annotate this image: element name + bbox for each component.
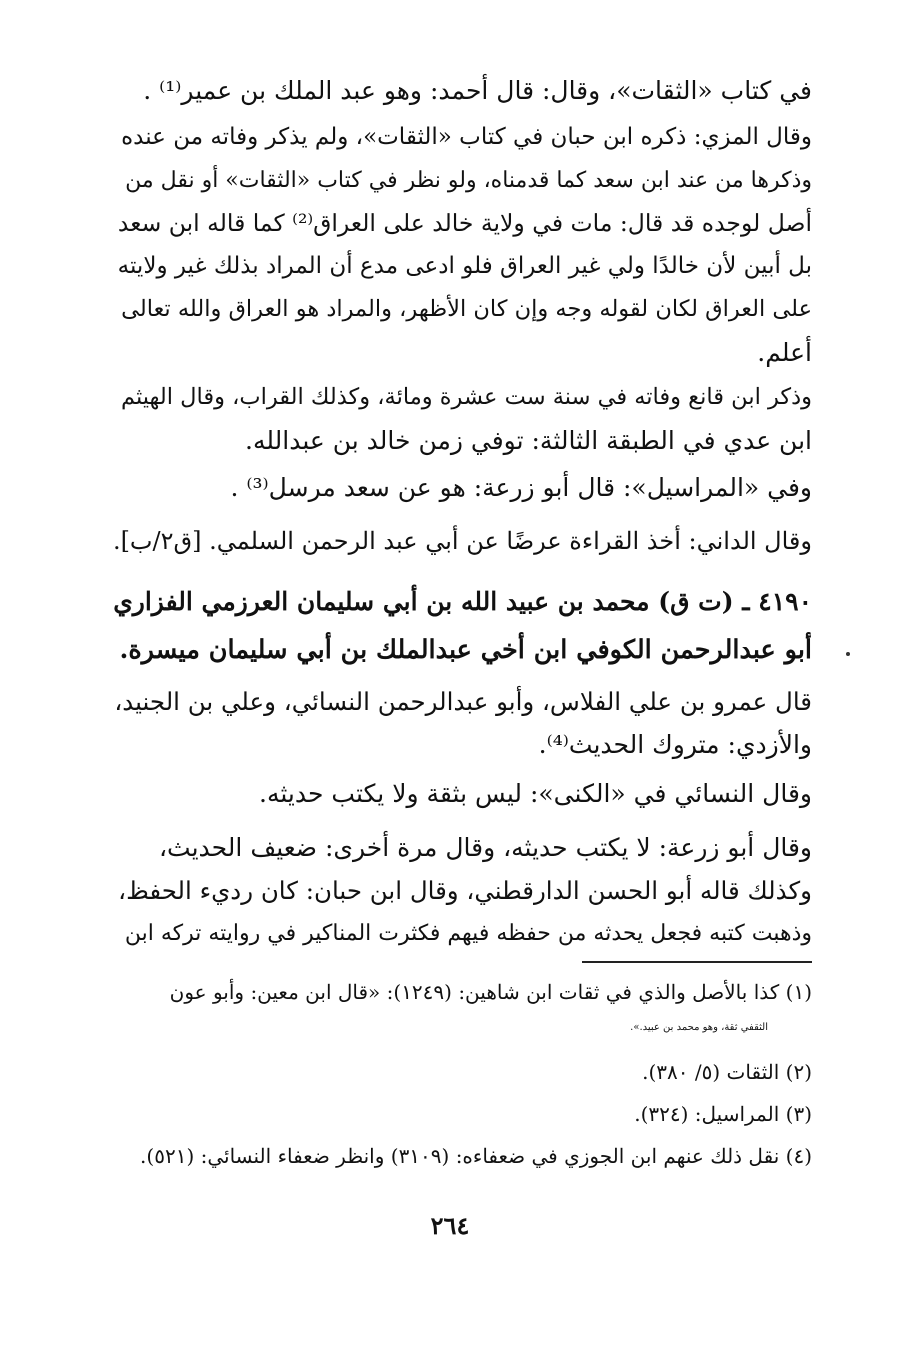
entry-paragraph-1 <box>112 680 812 766</box>
body-line: وقال النسائي في «الكنى»: ليس بثقة ولا يكتب حديثه. <box>259 779 812 808</box>
body-paragraph-2 <box>112 116 812 374</box>
footnote-2: (٢) الثقات (٥/ ٣٨٠). <box>642 1060 812 1084</box>
footnote-divider <box>582 961 812 963</box>
footnotes <box>112 974 812 1174</box>
body-line: وذكر ابن قانع وفاته في سنة ست عشرة ومائة، وكذلك القراب، وقال الهيثم <box>120 384 812 410</box>
body-line: وقال المزي: ذكره ابن حبان في كتاب «الثقات»، ولم يذكر وفاته من عنده <box>121 124 812 150</box>
body-paragraph-3 <box>112 376 812 462</box>
body-line: ابن عدي في الطبقة الثالثة: توفي زمن خالد بن عبدالله. <box>245 426 812 455</box>
body-paragraph-1 <box>112 69 812 112</box>
stray-mark <box>846 652 850 656</box>
entry-heading-line: ٤١٩٠ ـ (ت ق) محمد بن عبيد الله بن أبي سليمان العرزمي الفزاري <box>113 587 812 616</box>
body-line: وذهبت كتبه فجعل يحدثه من حفظه فيهم فكثرت المناكير في روايته تركه ابن <box>124 921 812 946</box>
body-line: وقال أبو زرعة: لا يكتب حديثه، وقال مرة أخرى: ضعيف الحديث، <box>158 833 812 862</box>
body-line: أعلم. <box>757 338 812 367</box>
body-line: وفي «المراسيل»: قال أبو زرعة: هو عن سعد مرسل⁽³⁾ . <box>230 473 812 502</box>
footnote-4: (٤) نقل ذلك عنهم ابن الجوزي في ضعفاءه: (٣١٠٩) وانظر ضعفاء النسائي: (٥٢١). <box>140 1144 812 1168</box>
body-line: بل أبين لأن خالدًا ولي غير العراق فلو ادعى مدع أن المراد بذلك غير ولايته <box>117 253 812 279</box>
body-line: والأزدي: متروك الحديث⁽⁴⁾. <box>538 730 812 759</box>
page-number: ٢٦٤ <box>430 1211 470 1240</box>
body-line: على العراق لكان لقوله وجه وإن كان الأظهر، والمراد هو العراق والله تعالى <box>121 296 812 322</box>
entry-paragraph-3 <box>112 826 812 955</box>
body-line: في كتاب «الثقات»، وقال: قال أحمد: وهو عبد الملك بن عمير⁽¹⁾ . <box>143 76 812 105</box>
body-line: وقال الداني: أخذ القراءة عرضًا عن أبي عبد الرحمن السلمي. [ق٢/ب]. <box>112 527 812 555</box>
body-paragraph-5 <box>112 520 812 563</box>
body-line: قال عمرو بن علي الفلاس، وأبو عبدالرحمن النسائي، وعلي بن الجنيد، <box>114 687 812 716</box>
entry-paragraph-2 <box>112 772 812 815</box>
footnote-1-continuation: الثقفي ثقة، وهو محمد بن عبيد.». <box>630 1022 768 1033</box>
footnote-3: (٣) المراسيل: (٣٢٤). <box>634 1102 812 1126</box>
body-line: وكذلك قاله أبو الحسن الدارقطني، وقال ابن حبان: كان رديء الحفظ، <box>118 876 812 905</box>
body-line: أصل لوجده قد قال: مات في ولاية خالد على العراق⁽²⁾ كما قاله ابن سعد <box>117 209 812 237</box>
body-paragraph-4 <box>112 466 812 509</box>
entry-heading-line: أبو عبدالرحمن الكوفي ابن أخي عبدالملك بن أبي سليمان ميسرة. <box>119 635 812 665</box>
entry-heading <box>112 578 812 674</box>
footnote-1: (١) كذا بالأصل والذي في ثقات ابن شاهين: (١٢٤٩): «قال ابن معين: وأبو عون <box>169 980 812 1004</box>
body-line: وذكرها من عند ابن سعد كما قدمناه، ولو نظر في كتاب «الثقات» أو نقل من <box>125 168 812 193</box>
